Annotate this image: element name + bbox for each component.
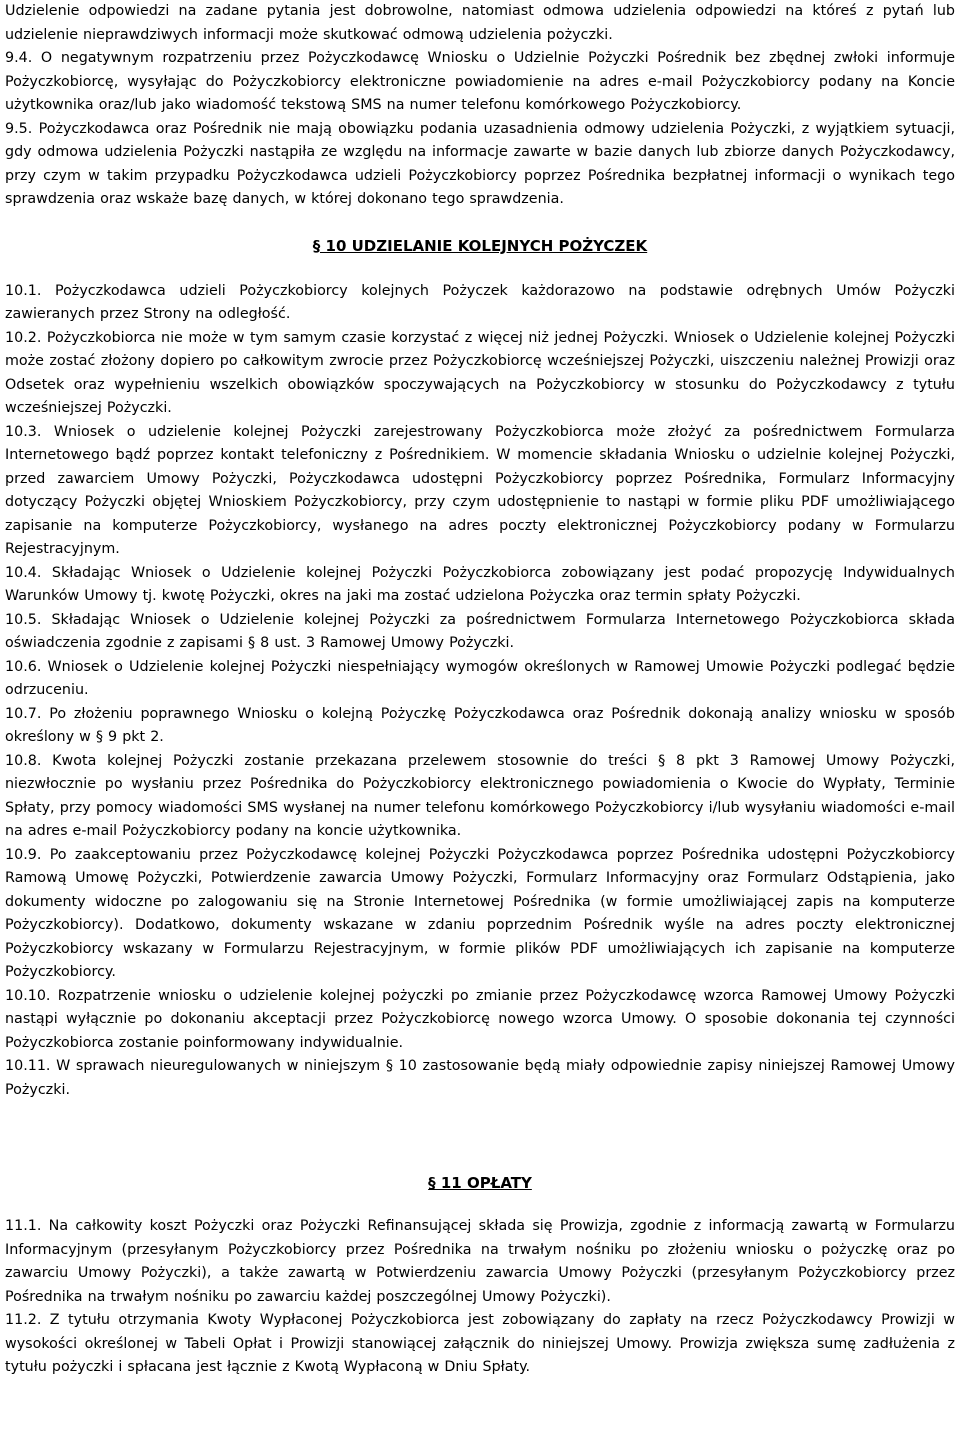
document-page bbox=[5, 0, 955, 1380]
paragraph-10-7: 10.7. Po złożeniu poprawnego Wniosku o kolejną Pożyczkę Pożyczkodawca oraz Pośrednik dokonają analizy wniosku w sposób określony w § 9 pkt 2. bbox=[5, 705, 955, 745]
paragraph-11-2: 11.2. Z tytułu otrzymania Kwoty Wypłaconej Pożyczkobiorca jest zobowiązany do zapłaty na rzecz Pożyczkodawcy Prowizji w wysokości określonej w Tabeli Opłat i Prowizji stanowiącej załącznik do niniejszej Umowy. Prowizja zwiększa sumę zadłużenia z tytułu pożyczki i spłacana jest łącznie z Kwotą Wypłaconą w Dniu Spłaty. bbox=[5, 1312, 955, 1375]
paragraph-9-5: 9.5. Pożyczkodawca oraz Pośrednik nie mają obowiązku podania uzasadnienia odmowy udzielenia Pożyczki, z wyjątkiem sytuacji, gdy odmowa udzielenia Pożyczki nastąpiła ze względu na informacje zawarte w bazie danych lub zbiorze danych Pożyczkodawcy, przy czym w takim przypadku Pożyczkodawca udzieli Pożyczkobiorcy poprzez Pośrednika bezpłatnej informacji o wynikach tego sprawdzenia oraz wskaże bazę danych, w której dokonano tego sprawdzenia. bbox=[5, 120, 955, 207]
paragraph-10-11: 10.11. W sprawach nieuregulowanych w niniejszym § 10 zastosowanie będą miały odpowiednie zapisy niniejszej Ramowej Umowy Pożyczki. bbox=[5, 1058, 955, 1098]
paragraph-9-3-end: Udzielenie odpowiedzi na zadane pytania jest dobrowolne, natomiast odmowa udzielenia odpowiedzi na któreś z pytań lub udzielenie nieprawdziwych informacji może skutkować odmową udzielenia pożyczki. bbox=[5, 3, 955, 43]
section-11-heading: § 11 OPŁATY bbox=[428, 1174, 532, 1192]
paragraph-10-10: 10.10. Rozpatrzenie wniosku o udzielenie kolejnej pożyczki po zmianie przez Pożyczkodawcę wzorca Ramowej Umowy Pożyczki nastąpi wyłącznie po dokonaniu akceptacji przez Pożyczkobiorcę nowego wzorca Umowy. O sposobie dokonania tej czynności Pożyczkobiorca zostanie poinformowany indywidualnie. bbox=[5, 987, 955, 1051]
paragraph-10-2: 10.2. Pożyczkobiorca nie może w tym samym czasie korzystać z więcej niż jednej Pożyczki. Wniosek o Udzielenie kolejnej Pożyczki może zostać złożony dopiero po całkowitym zwrocie przez Pożyczkobiorcę wcześniejszej Pożyczki, uiszczeniu należnej Prowizji oraz Odsetek oraz wypełnieniu wszelkich obowiązków spoczywających na Pożyczkobiorcy w stosunku do Pożyczkodawcy z tytułu wcześniejszej Pożyczki. bbox=[5, 329, 955, 416]
paragraph-10-5: 10.5. Składając Wniosek o Udzielenie kolejnej Pożyczki za pośrednictwem Formularza Internetowego Pożyczkobiorca składa oświadczenia zgodnie z zapisami § 8 ust. 3 Ramowej Umowy Pożyczki. bbox=[5, 611, 955, 651]
paragraph-9-4: 9.4. O negatywnym rozpatrzeniu przez Pożyczkodawcę Wniosku o Udzielnie Pożyczki Pośrednik bez zbędnej zwłoki informuje Pożyczkobiorcę, wysyłając do Pożyczkobiorcy elektroniczne powiadomienie na adres e-mail Pożyczkobiorcy podany na Koncie użytkownika oraz/lub jako wiadomość tekstową SMS na numer telefonu komórkowego Pożyczkobiorcy. bbox=[5, 50, 955, 113]
paragraph-10-4: 10.4. Składając Wniosek o Udzielenie kolejnej Pożyczki Pożyczkobiorca zobowiązany jest podać propozycję Indywidualnych Warunków Umowy tj. kwotę Pożyczki, okres na jaki ma zostać udzielona Pożyczka oraz termin spłaty Pożyczki. bbox=[5, 564, 955, 604]
section-9-continuation bbox=[5, 0, 955, 212]
paragraph-10-8: 10.8. Kwota kolejnej Pożyczki zostanie przekazana przelewem stosownie do treści § 8 pkt 3 Ramowej Umowy Pożyczki, niezwłocznie po wysłaniu przez Pośrednika do Pożyczkobiorcy elektronicznego powiadomienia o Kwocie do Wypłaty, Terminie Spłaty, przy pomocy wiadomości SMS wysłanej na numer telefonu komórkowego Pożyczkobiorcy i/lub wysyłaniu wiadomości e-mail na adres e-mail Pożyczkobiorcy podany na koncie użytkownika. bbox=[5, 752, 955, 839]
paragraph-10-9: 10.9. Po zaakceptowaniu przez Pożyczkodawcę kolejnej Pożyczki Pożyczkodawca poprzez Pośrednika udostępni Pożyczkobiorcy Ramową Umowę Pożyczki, Potwierdzenie zawarcia Umowy Pożyczki, Formularz Informacyjny oraz Formularz Odstąpienia, jako dokumenty widoczne po zalogowaniu się na Stronie Internetowej Pośrednika (w formie umożliwiającej zapis na komputerze Pożyczkobiorcy). Dodatkowo, dokumenty wskazane w zdaniu poprzednim Pośrednik wyśle na adres poczty elektronicznej Pożyczkobiorcy wskazany w Formularzu Rejestracyjnym, w formie plików PDF umożliwiających ich zapisanie na komputerze Pożyczkobiorcy. bbox=[5, 846, 955, 980]
paragraph-10-3: 10.3. Wniosek o udzielenie kolejnej Pożyczki zarejestrowany Pożyczkobiorca może złożyć za pośrednictwem Formularza Internetowego bądź poprzez kontakt telefoniczny z Pośrednikiem. W momencie składania Wniosku o udzielnie kolejnej Pożyczki, przed zawarciem Umowy Pożyczki, Pożyczkodawca udostępni Pożyczkobiorcy poprzez Pośrednika, Formularz Informacyjny dotyczący Pożyczki objętej Wnioskiem Pożyczkobiorcy, przy czym udostępnienie to nastąpi w formie pliku PDF umożliwiającego zapisanie na komputerze Pożyczkobiorcy, wysłanego na adres poczty elektronicznej Pożyczkobiorcy podany w Formularzu Rejestracyjnym. bbox=[5, 423, 955, 557]
paragraph-10-6: 10.6. Wniosek o Udzielenie kolejnej Pożyczki niespełniający wymogów określonych w Ramowej Umowie Pożyczki podlegać będzie odrzuceniu. bbox=[5, 658, 955, 698]
paragraph-11-1: 11.1. Na całkowity koszt Pożyczki oraz Pożyczki Refinansującej składa się Prowizja, zgodnie z informacją zawartą w Formularzu Informacyjnym (przesyłanym Pożyczkobiorcy przez Pośrednika na trwałym nośniku po złożeniu wniosku o pożyczkę oraz po zawarciu Umowy Pożyczki), a także zawartą w Potwierdzeniu zawarcia Umowy Pożyczki (przesyłanym Pożyczkobiorcy przez Pośrednika na trwałym nośniku po zawarciu każdej poszczególnej Umowy Pożyczki). bbox=[5, 1218, 955, 1305]
section-10-body bbox=[5, 280, 955, 1103]
section-10-heading: § 10 UDZIELANIE KOLEJNYCH POŻYCZEK bbox=[312, 236, 648, 255]
section-11-body bbox=[5, 1215, 955, 1380]
paragraph-10-1: 10.1. Pożyczkodawca udzieli Pożyczkobiorcy kolejnych Pożyczek każdorazowo na podstawie odrębnych Umów Pożyczki zawieranych przez Strony na odległość. bbox=[5, 282, 955, 322]
